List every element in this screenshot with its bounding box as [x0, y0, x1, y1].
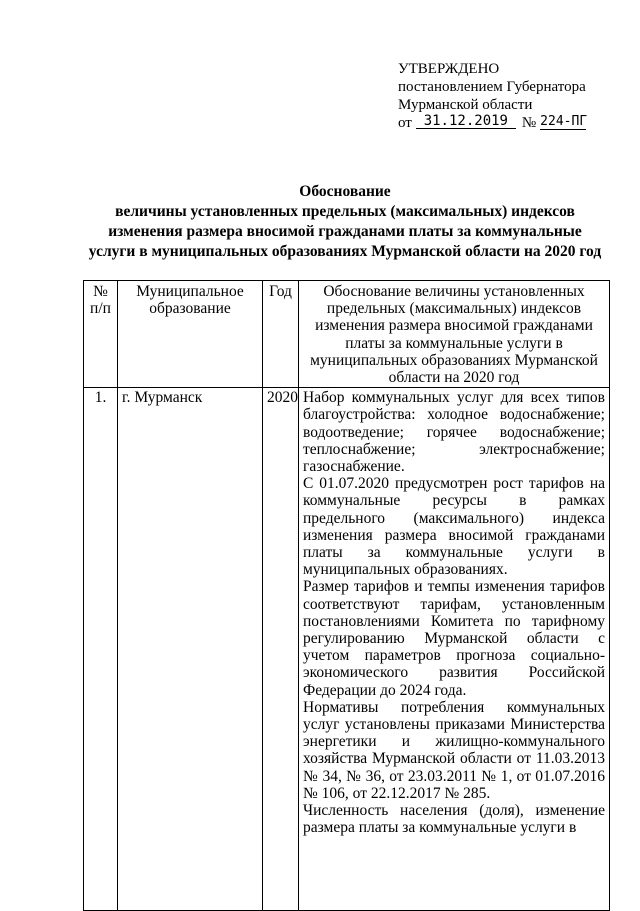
justification-paragraph: Численность населения (доля), изменение размера платы за коммунальные услуги в [303, 802, 605, 837]
approval-line-2: Мурманской области [398, 97, 533, 113]
number-label: № [521, 115, 537, 131]
justification-paragraph: Нормативы потребления коммунальных услуг установлены приказами Министерства энергетики и жилищно-коммунального хозяйства Мурманской области от 11.03.2013 № 34, № 36, от 23.03.2011 № 1, от 01.07.2016 № 106, от 22.12.2017 № 285. [303, 698, 605, 802]
document-title [60, 182, 630, 262]
approval-date: 31.12.2019 [416, 114, 516, 129]
row-municipality: г. Мурманск [118, 388, 263, 911]
justification-paragraph: Набор коммунальных услуг для всех типов благоустройства: холодное водоснабжение; водоотведение; горячее водоснабжение; теплоснабжение; электроснабжение; газоснабжение. [303, 389, 605, 476]
header-year: Год [263, 281, 299, 388]
approval-signature-row [398, 114, 586, 132]
header-municipality: Муниципальное образование [118, 281, 263, 388]
row-num: 1. [84, 388, 118, 911]
table-header-row [84, 281, 610, 388]
title-line-4: услуги в муниципальных образованиях Мурманской области на 2020 год [88, 243, 602, 260]
row-year: 2020 [263, 388, 299, 911]
justification-paragraph: Размер тарифов и темпы изменения тарифов соответствуют тарифам, установленным постановлениями Комитета по тарифному регулированию Мурманской области с учетом параметров прогноза социально-экономического развития Российской Федерации до 2024 года. [303, 578, 605, 699]
approval-block [398, 60, 586, 132]
header-justification: Обоснование величины установленных предельных (максимальных) индексов изменения размера вносимой гражданами платы за коммунальные услуги в муниципальных образованиях Мурманской области на 2020 год [299, 281, 610, 388]
title-line-2: величины установленных предельных (максимальных) индексов [115, 203, 575, 220]
title-line-1: Обоснование [299, 183, 391, 200]
justification-table [83, 280, 610, 911]
header-num: № п/п [84, 281, 118, 388]
justification-paragraph: С 01.07.2020 предусмотрен рост тарифов на коммунальные ресурсы в рамках предельного (максимального) индекса изменения размера вносимой гражданами платы за коммунальные услуги в муниципальных образованиях. [303, 475, 605, 579]
approval-heading: УТВЕРЖДЕНО [398, 61, 500, 77]
approval-line-1: постановлением Губернатора [398, 79, 586, 95]
approval-number: 224-ПГ [540, 114, 588, 129]
table-row [84, 388, 610, 911]
row-justification [299, 388, 610, 911]
from-label: от [398, 115, 412, 131]
title-line-3: изменения размера вносимой гражданами платы за коммунальные [108, 223, 582, 240]
